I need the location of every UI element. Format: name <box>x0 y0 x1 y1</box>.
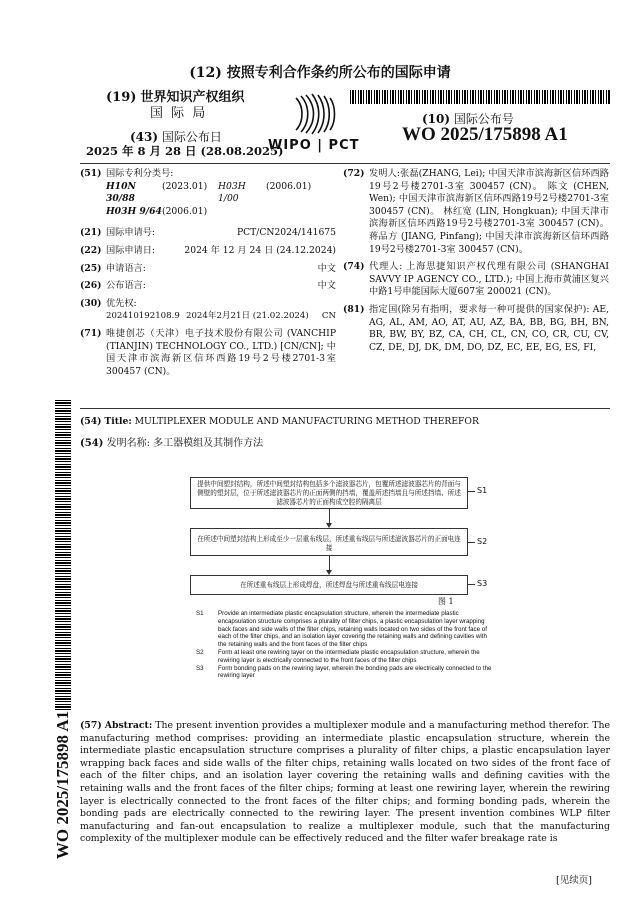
field-30-label: 优先权: <box>106 297 137 309</box>
wipo-emblem-icon <box>290 92 342 136</box>
field-26-label: 公布语言: <box>106 280 146 292</box>
legend-s2 <box>196 649 496 665</box>
pubdate-value: 2025 年 8 月 28 日 (28.08.2025) <box>86 144 284 158</box>
field-81-text: 指定国(除另有指明，要求每一种可提供的国家保护): AE, AG, AL, AM, AO, AT, AU, AZ, BA, BB, BG, BH, BN, BR, BW, BY, BZ, CA, CH, CL, CN, CO, CR, CU, CV, CZ, DE, DJ, DK, DM, DO, DZ, EC, EE, EG, ES, FI, <box>369 303 609 353</box>
field-51-code: (51) <box>80 168 102 179</box>
legend-s2-text: Form at least one rewiring layer on the intermediate plastic encapsulation structure, wherein the rewiring layer is electrically connected to the front faces of the filter chips <box>218 648 480 664</box>
field-74-code: (74) <box>343 261 365 273</box>
org-sub: 国 际 局 <box>150 106 208 121</box>
side-publication-number: WO 2025/175898 A1 <box>53 710 72 860</box>
legend-s3-text: Form bonding pads on the rewiring layer, wherein the bonding pads are electrically connected to the rewiring layer <box>218 664 492 680</box>
field-25-value: 中文 <box>317 262 336 274</box>
org-name: 世界知识产权组织 <box>140 90 245 105</box>
s3-leader <box>468 584 475 585</box>
field-25-code: (25) <box>80 262 102 274</box>
right-biblio <box>343 168 609 354</box>
title-label: Title: <box>104 416 132 427</box>
field-71-code: (71) <box>80 327 102 339</box>
english-title <box>80 416 610 429</box>
figure-legend <box>196 610 496 680</box>
field-22-label: 国际申请日: <box>106 244 156 256</box>
title-value: MULTIPLEXER MODULE AND MANUFACTURING METHOD THEREFOR <box>134 416 479 427</box>
document-title: (12) 按照专利合作条约所公布的国际申请 <box>189 65 451 81</box>
side-barcode <box>55 398 71 710</box>
field-72 <box>343 168 609 256</box>
step-s3-label: S3 <box>477 579 488 588</box>
continued-note: [见续页] <box>556 875 592 886</box>
field-81 <box>343 304 609 354</box>
s1-leader <box>468 491 475 492</box>
title-code: (54) <box>80 416 102 427</box>
pubno-label: 国际公布号 <box>453 112 514 126</box>
field-81-code: (81) <box>343 303 365 315</box>
abstract-code: (57) <box>80 720 102 731</box>
arrow-1 <box>329 509 330 526</box>
arrow-2 <box>329 556 330 573</box>
cn-title-label: 发明名称: <box>106 438 150 449</box>
cn-title-code: (54) <box>80 438 104 449</box>
org-code: (19) <box>106 90 137 105</box>
abstract <box>80 720 610 846</box>
field-74 <box>343 261 609 299</box>
field-51-label: 国际专利分类号: <box>106 168 174 179</box>
chinese-title <box>80 434 610 449</box>
field-22-code: (22) <box>80 244 102 256</box>
ipc-1-date: (2023.01) <box>162 180 208 192</box>
field-74-text: 代理人: 上海思捷知识产权代理有限公司 (SHANGHAI SAVVY IP AGENCY CO., LTD.); 中国上海市黄浦区复兴中路1号申能国际大厦607室 200021 (CN)。 <box>369 261 609 298</box>
ipc-2-date: (2006.01) <box>266 180 312 192</box>
header-rule <box>80 163 610 164</box>
field-25-label: 申请语言: <box>106 262 146 274</box>
wipo-pct-logo: WIPO | PCT <box>268 138 360 153</box>
ipc-1: H10N 30/88 <box>106 180 136 205</box>
field-51-line2 <box>80 206 336 219</box>
ipc-3-date: (2006.01) <box>162 205 208 217</box>
flow-step-1-box: 提供中间塑封结构，所述中间塑封结构包括多个滤波器芯片，包覆所述滤波器芯片的背面与侧壁的塑封层，位于所述滤波器芯片的正面两侧的挡墙，覆盖所述挡墙且与所述挡墙、所述滤波器芯片的正面构成空腔的隔离层 <box>190 477 468 509</box>
ipc-3: H03H 9/64 <box>106 205 162 217</box>
legend-s1-key: S1 <box>196 610 204 617</box>
field-30 <box>80 298 336 311</box>
s2-leader <box>468 542 475 543</box>
legend-s2-key: S2 <box>196 648 204 656</box>
legend-s1 <box>196 610 496 649</box>
field-26-code: (26) <box>80 280 102 292</box>
legend-s3-key: S3 <box>196 664 204 672</box>
priority-country: CN <box>321 311 336 322</box>
field-26-value: 中文 <box>317 280 336 292</box>
field-21-value: PCT/CN2024/141675 <box>236 227 336 239</box>
field-71 <box>80 328 336 378</box>
field-26 <box>80 280 336 293</box>
top-barcode <box>350 90 610 104</box>
field-72-code: (72) <box>343 168 365 179</box>
field-51 <box>80 168 336 181</box>
field-22 <box>80 245 336 258</box>
pubdate-code: (43) <box>130 130 159 144</box>
pubdate-label: 国际公布日 <box>161 130 222 144</box>
pubno-code: (10) <box>422 112 451 126</box>
field-21 <box>80 227 336 240</box>
biblio-rule <box>80 408 610 409</box>
field-21-label: 国际申请号: <box>106 227 156 239</box>
field-72-text: 发明人:张磊(ZHANG, Lei); 中国天津市滨海新区信环西路19号2号楼2701-3室 300457 (CN)。 陈文 (CHEN, Wen); 中国天津市滨海新区信环西路19号2号楼2701-3室 300457 (CN)。 林红宽 (LIN, Hongkuan); 中国天津市滨海新区信环西路19号2号楼2701-3室 300457 (CN)。 蒋品方 (JIANG, Pinfang); 中国天津市滨海新区信环西路19号2号楼2701-3室 300457 (CN)。 <box>369 168 609 255</box>
ipc-2: H03H 1/00 <box>218 180 246 205</box>
priority-date: 2024年2月21日 (21.02.2024) <box>186 311 309 322</box>
pubno-value: WO 2025/175898 A1 <box>402 124 568 145</box>
abstract-text: The present invention provides a multiplexer module and a manufacturing method therefor. The manufacturing method comprises: providing an intermediate plastic encapsulation structure, wherein the intermediate plastic encapsulation structure comprises a plurality of filter chips, a plastic encapsulation layer wrapping back faces and side walls of the filter chips, retaining walls located on two sides of the front face of each of the filter chips, and an isolation layer covering the retaining walls and defining cavities with the retaining walls and the front faces of the filter chips; forming at least one rewiring layer, wherein the rewiring layer is electrically connected to the front faces of the filter chips; and forming bonding pads, wherein the bonding pads are electrically connected to the rewiring layer. The present invention combines WLP filter manufacturing and fan-out encapsulation to realize a multiplexer module, such that the manufacturing complexity of the multiplexer module can be effectively reduced and the filter wafer breakage rate is <box>80 720 610 845</box>
flow-step-3-box: 在所述重布线层上形成焊盘，所述焊盘与所述重布线层电连接 <box>190 575 468 595</box>
field-30-values <box>80 310 336 323</box>
step-s2-label: S2 <box>477 537 488 546</box>
field-25 <box>80 263 336 276</box>
field-51-line1 <box>80 181 336 206</box>
field-21-code: (21) <box>80 227 102 239</box>
step-s1-label: S1 <box>477 486 488 495</box>
field-71-text: 唯捷创芯（天津）电子技术股份有限公司 (VANCHIP (TIANJIN) TECHNOLOGY CO., LTD.) [CN/CN]; 中国天津市滨海新区信环西路19号2号楼2701-3室 300457 (CN)。 <box>106 327 336 377</box>
priority-number: 202410192108.9 <box>106 311 180 322</box>
cn-title-value: 多工器模组及其制作方法 <box>153 438 264 449</box>
flow-step-2-box: 在所述中间塑封结构上形成至少一层重布线层，所述重布线层与所述滤波器芯片的正面电连接 <box>190 528 468 556</box>
figure-caption: 图 1 <box>438 597 454 606</box>
left-biblio <box>80 168 336 378</box>
legend-s3 <box>196 665 496 681</box>
abstract-label: Abstract: <box>104 720 153 731</box>
field-22-value: 2024 年 12 月 24 日 (24.12.2024) <box>184 244 336 256</box>
legend-s1-text: Provide an intermediate plastic encapsulation structure, wherein the intermediate plastic encapsulation structure comprises a plurality of filter chips, a plastic encapsulation layer wrapping back faces and side walls of the filter chips, retaining walls located on two sides of the front face of each of the filter chips, and an isolation layer covering the retaining walls and defining cavities with the retaining walls and the front faces of the filter chips <box>218 610 487 649</box>
field-30-code: (30) <box>80 297 102 309</box>
